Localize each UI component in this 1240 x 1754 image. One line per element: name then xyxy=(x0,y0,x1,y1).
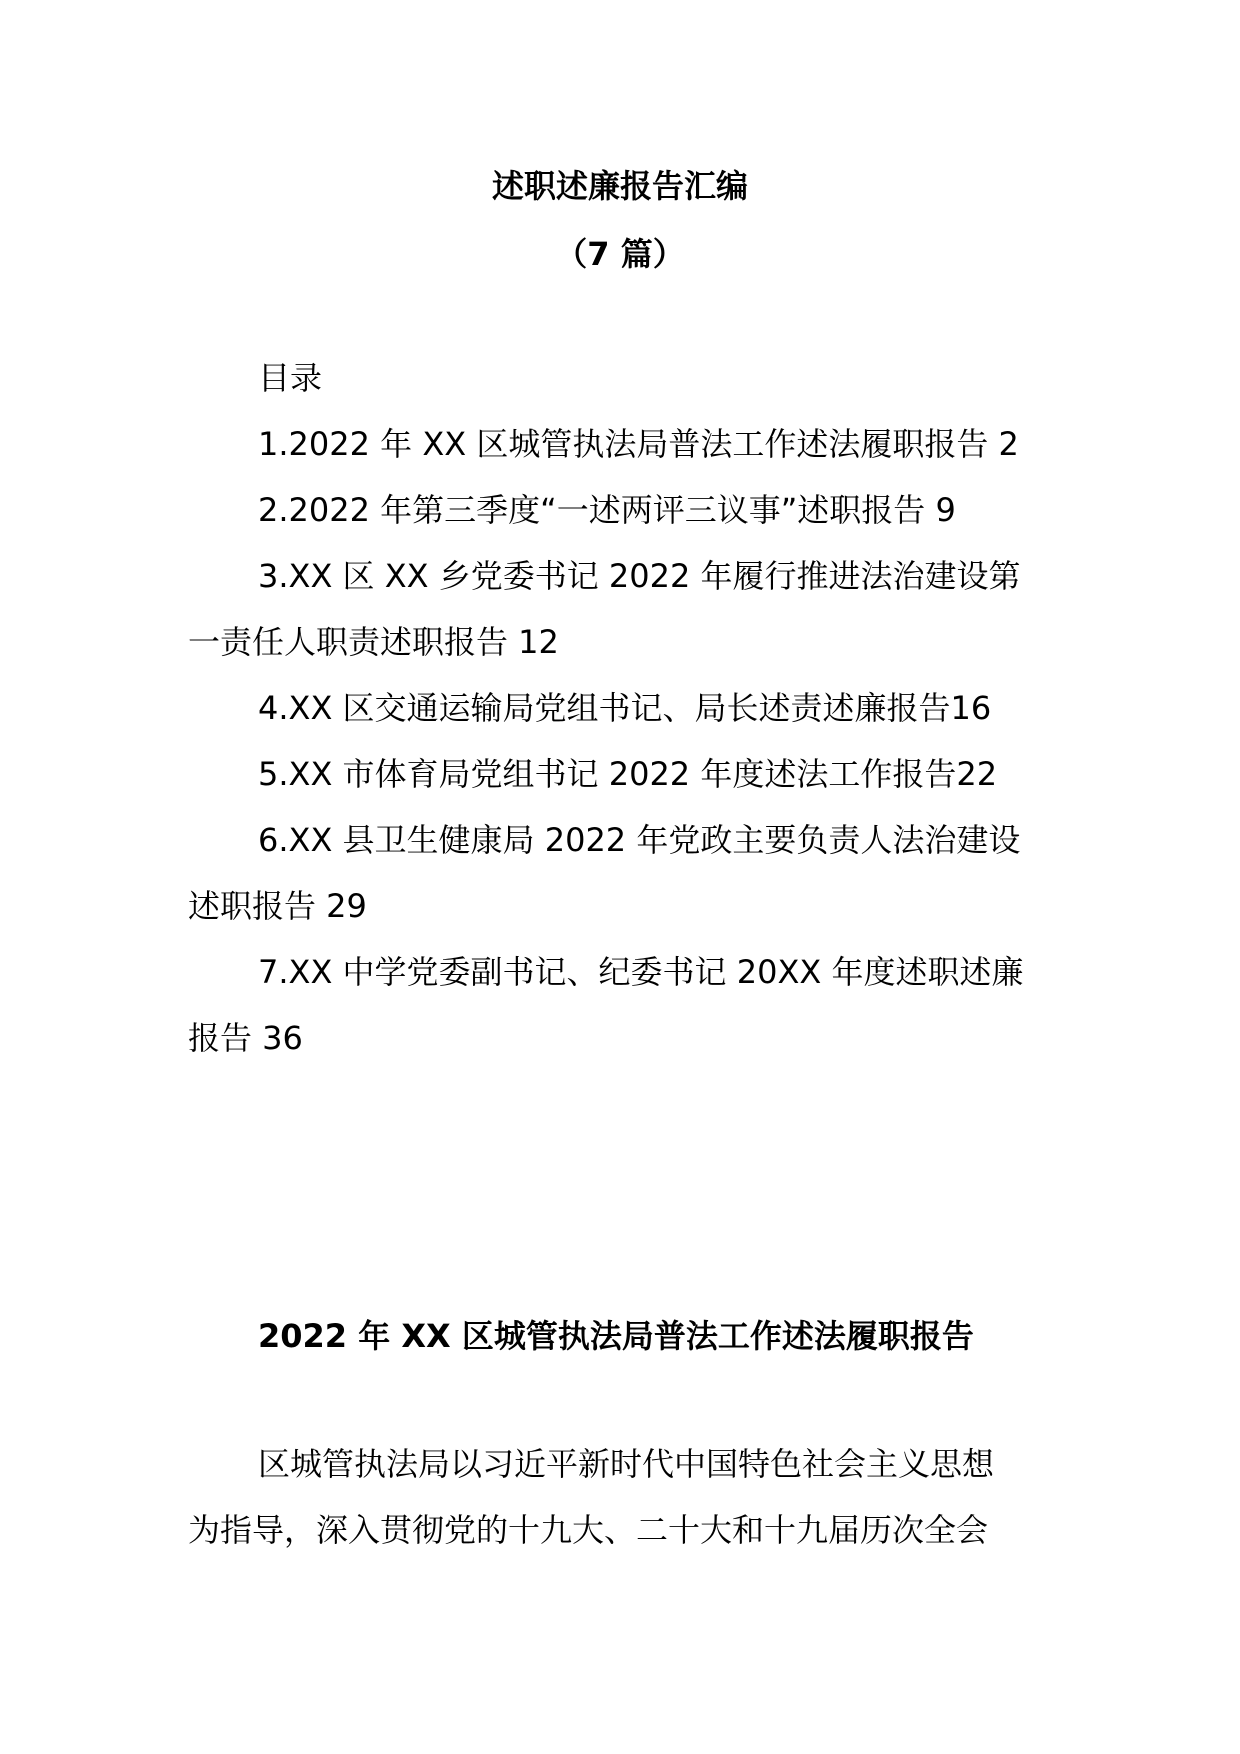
body-paragraph-line-1: 区城管执法局以习近平新时代中国特色社会主义思想 xyxy=(258,1445,995,1483)
toc-item-3: 3.XX 区 XX 乡党委书记 2022 年履行推进法治建设第 xyxy=(258,557,1021,595)
toc-heading: 目录 xyxy=(258,359,323,397)
section-title: 2022 年 XX 区城管执法局普法工作述法履职报告 xyxy=(258,1317,974,1355)
toc-item-7: 7.XX 中学党委副书记、纪委书记 20XX 年度述职述廉 xyxy=(258,953,1024,991)
toc-item-1: 1.2022 年 XX 区城管执法局普法工作述法履职报告 2 xyxy=(258,425,1019,463)
toc-item-2: 2.2022 年第三季度“一述两评三议事”述职报告 9 xyxy=(258,491,956,529)
toc-item-5: 5.XX 市体育局党组书记 2022 年度述法工作报告22 xyxy=(258,755,998,793)
toc-item-4: 4.XX 区交通运输局党组书记、局长述责述廉报告16 xyxy=(258,689,992,727)
document-title: 述职述廉报告汇编 xyxy=(491,167,748,205)
toc-item-3-continued: 一责任人职责述职报告 12 xyxy=(188,623,559,661)
body-paragraph-line-2: 为指导，深入贯彻党的十九大、二十大和十九届历次全会 xyxy=(188,1511,989,1549)
toc-item-7-continued: 报告 36 xyxy=(188,1019,303,1057)
toc-item-6-continued: 述职报告 29 xyxy=(188,887,367,925)
document-subtitle: （7 篇） xyxy=(555,235,685,273)
toc-item-6: 6.XX 县卫生健康局 2022 年党政主要负责人法治建设 xyxy=(258,821,1021,859)
